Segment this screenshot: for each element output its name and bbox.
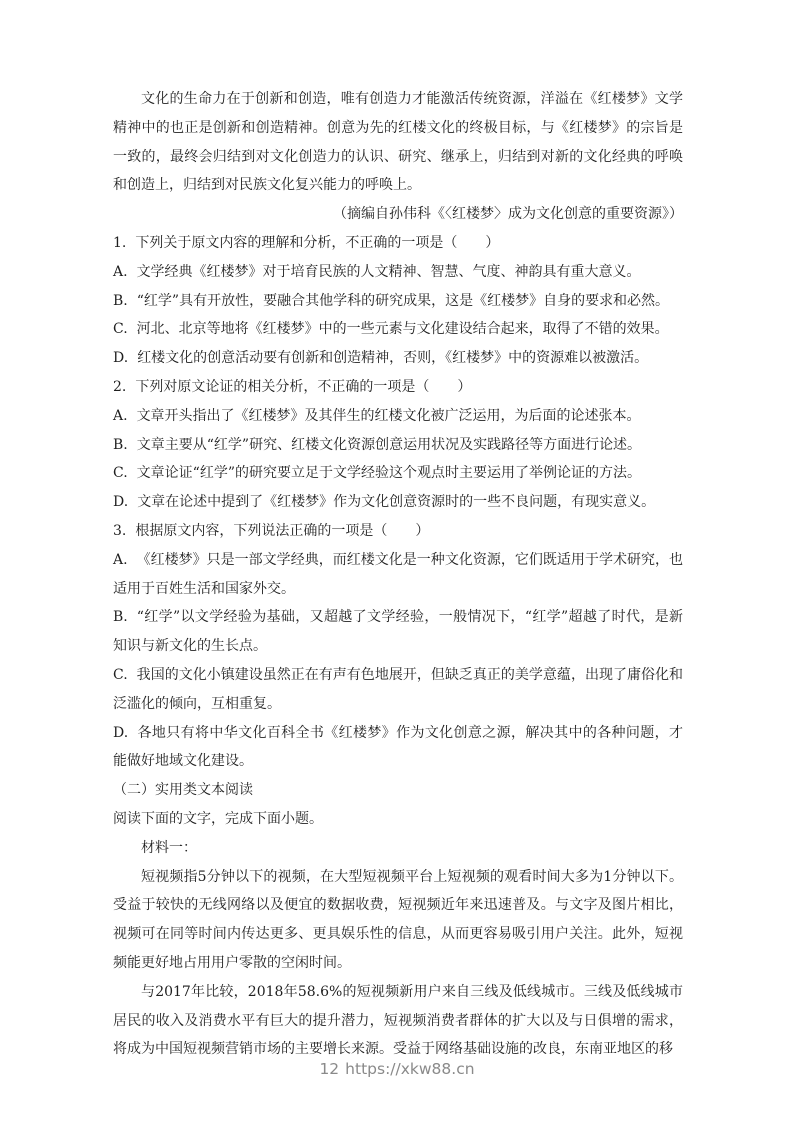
- question-2-option-d: [113, 488, 683, 517]
- question-1-option-a: [113, 258, 683, 287]
- question-1-stem-text: 下列关于原文内容的理解和分析，不正确的一项是（ ）: [135, 234, 500, 251]
- document-body: [113, 85, 683, 1064]
- material-paragraph-1: 短视频指5分钟以下的视频，在大型短视频平台上短视频的观看时间大多为1分钟以下。受益于较快的无线网络以及便宜的数据收费，短视频近年来迅速普及。与文字及图片相比，视频可在同等时间内传达更多、更具娱乐性的信息，从而更容易吸引用户关注。此外，短视频能更好地占用用户零散的空闲时间。: [113, 868, 683, 971]
- option-label: B.: [113, 436, 128, 453]
- option-label: A.: [113, 263, 128, 280]
- option-text: 我国的文化小镇建设虽然正在有声有色地展开，但缺乏真正的美学意蕴，出现了庸俗化和泛滥化的倾向，互相重复。: [113, 666, 683, 712]
- question-2-option-a: [113, 402, 683, 431]
- question-1-option-c: [113, 315, 683, 344]
- question-1-option-b: [113, 287, 683, 316]
- question-3-option-c: [113, 661, 683, 719]
- question-2-number: 2.: [113, 378, 127, 395]
- question-2-stem-text: 下列对原文论证的相关分析，不正确的一项是（ ）: [135, 378, 472, 395]
- option-label: A.: [113, 407, 128, 424]
- option-text: 文章开头指出了《红楼梦》及其伴生的红楼文化被广泛运用，为后面的论述张本。: [136, 407, 641, 424]
- intro-paragraph: 文化的生命力在于创新和创造，唯有创造力才能激活传统资源，洋溢在《红楼梦》文学精神中的也正是创新和创造精神。创意为先的红楼文化的终极目标，与《红楼梦》的宗旨是一致的，最终会归结到对文化创造力的认识、研究、继承上，归结到对新的文化经典的呼唤和创造上，归结到对民族文化复兴能力的呼唤上。: [113, 91, 683, 194]
- question-3-option-d: [113, 719, 683, 777]
- option-text: “红学”具有开放性，要融合其他学科的研究成果，这是《红楼梦》自身的要求和必然。: [136, 292, 670, 309]
- question-3-option-b: [113, 603, 683, 661]
- material-label: 材料一：: [141, 839, 197, 856]
- question-1-option-d: [113, 344, 683, 373]
- option-label: C.: [113, 321, 128, 338]
- option-text: 文学经典《红楼梦》对于培育民族的人文精神、智慧、气度、神韵具有重大意义。: [136, 263, 641, 280]
- question-2-option-b: [113, 431, 683, 460]
- option-label: B.: [113, 609, 128, 626]
- section-heading: （二）实用类文本阅读: [113, 782, 253, 799]
- footer-url-link[interactable]: https://xkw88.cn: [345, 1060, 475, 1078]
- question-3: [113, 517, 683, 776]
- question-3-stem: [113, 517, 683, 546]
- option-text: 红楼文化的创意活动要有创新和创造精神，否则，《红楼梦》中的资源难以被激活。: [137, 350, 649, 367]
- question-3-number: 3.: [113, 522, 127, 539]
- question-1-number: 1.: [113, 234, 127, 251]
- question-1-stem: [113, 229, 683, 258]
- question-1: [113, 229, 683, 373]
- option-text: 河北、北京等地将《红楼梦》中的一些元素与文化建设结合起来，取得了不错的效果。: [136, 321, 669, 338]
- option-text: “红学”以文学经验为基础，又超越了文学经验，一般情况下，“红学”超越了时代，是新知识与新文化的生长点。: [113, 609, 683, 655]
- reading-instruction: 阅读下面的文字，完成下面小题。: [113, 810, 323, 827]
- question-3-option-a: [113, 546, 683, 604]
- option-label: D.: [113, 350, 129, 367]
- question-3-stem-text: 根据原文内容，下列说法正确的一项是（ ）: [135, 522, 430, 539]
- question-2-stem: [113, 373, 683, 402]
- page-number: 12: [319, 1060, 340, 1078]
- attribution-line: （摘编自孙伟科《〈红楼梦〉成为文化创意的重要资源》）: [333, 206, 683, 223]
- option-text: 文章主要从“红学”研究、红楼文化资源创意运用状况及实践路径等方面进行论述。: [136, 436, 642, 453]
- option-label: C.: [113, 465, 128, 482]
- page-footer: [0, 1060, 794, 1078]
- material-paragraph-2: 与2017年比较，2018年58.6%的短视频新用户来自三线及低线城市。三线及低线城市居民的收入及消费水平有巨大的提升潜力，短视频消费者群体的扩大以及与日俱增的需求，将成为中国短视频营销市场的主要增长来源。受益于网络基础设施的改良，东南亚地区的移: [113, 983, 683, 1058]
- option-label: D.: [113, 724, 129, 741]
- question-2-option-c: [113, 459, 683, 488]
- question-2: [113, 373, 683, 517]
- option-label: A.: [113, 551, 128, 568]
- option-text: 各地只有将中华文化百科全书《红楼梦》作为文化创意之源，解决其中的各种问题，才能做好地域文化建设。: [113, 724, 683, 770]
- option-label: C.: [113, 666, 128, 683]
- option-text: 文章论证“红学”的研究要立足于文学经验这个观点时主要运用了举例论证的方法。: [136, 465, 641, 482]
- option-label: D.: [113, 494, 129, 511]
- option-label: B.: [113, 292, 128, 309]
- option-text: 《红楼梦》只是一部文学经典，而红楼文化是一种文化资源，它们既适用于学术研究，也适用于百姓生活和国家外交。: [113, 551, 683, 597]
- option-text: 文章在论述中提到了《红楼梦》作为文化创意资源时的一些不良问题，有现实意义。: [137, 494, 656, 511]
